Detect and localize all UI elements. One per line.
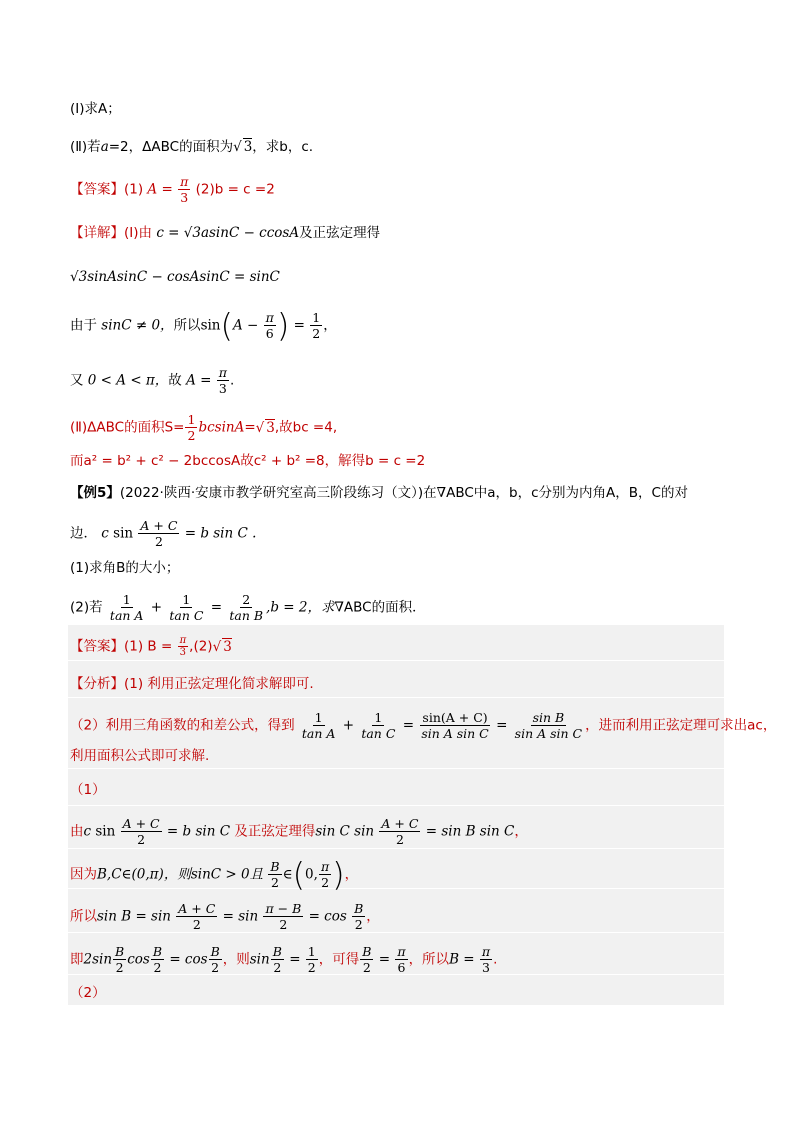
- question-text: ABC的面积．: [343, 599, 426, 616]
- equation: bcsinA=: [198, 419, 256, 436]
- text: ABC中a，b，c分别为内角A，B，C的对: [446, 485, 688, 501]
- fraction: $\frac{\pi}{3}$: [180, 174, 189, 205]
- question-part-1: [70, 100, 121, 118]
- inequality: 0 < A < π，: [87, 372, 169, 389]
- solution-line: 即2sin $\frac{B}{2}$ cos $\frac{B}{2}$ = cos $\frac{B}{2}$ ，则sin $\frac{B}{2}$ = $\frac{1}{2}$ ，可得 $\frac{B}{2}$ = $\frac{\pi}{6}$ ，所以B = $\frac{\pi}{3}$ .: [70, 944, 498, 975]
- detail-line: [70, 224, 380, 242]
- equation: sinC ≠ 0，: [101, 317, 174, 334]
- divider: [68, 768, 724, 769]
- detail-text: (Ⅰ)由: [124, 225, 153, 241]
- analysis-text: (1) 利用正弦定理化简求解即可.: [124, 676, 314, 692]
- divider: [68, 848, 724, 849]
- fraction: $\frac{B}{2}$: [354, 901, 364, 932]
- fraction: $\frac{B}{2}$: [152, 944, 163, 975]
- analysis-line: [70, 747, 209, 765]
- text: 因为: [70, 866, 97, 883]
- equation: 而a² = b² + c² − 2bccosA故c² + b² =8，解得b = c =2: [70, 453, 426, 469]
- divider: [68, 697, 724, 698]
- equation-line: (Ⅱ)ΔABC的面积S= $\frac{1}{2}$ bcsinA=√ 3,故bc =4,: [70, 412, 338, 443]
- text: (Ⅱ)ΔABC的面积S=: [70, 419, 185, 436]
- analysis-line: （2）利用三角函数的和差公式，得到 $\frac{1}{\text{tan A}}$ + $\frac{1}{\text{tan C}}$ = $\frac{\sin(A + C)}{\text{sin A sin C}}$ = $\frac{\text{sin B}}{\text{sin A sin C}}$ ，进而利用正弦定理可求出ac，: [70, 710, 777, 741]
- question-text: (1)求角B的大小；: [70, 560, 180, 576]
- fraction: $\frac{1}{2}$: [312, 310, 321, 341]
- text: 所以: [173, 317, 201, 334]
- text: 即: [70, 951, 84, 968]
- analysis-text: ，进而利用正弦定理可求出ac，: [585, 717, 777, 734]
- text: 又: [70, 372, 84, 389]
- fraction: $\frac{1}{\text{tan C}}$: [169, 592, 204, 623]
- text: 由于: [70, 317, 97, 334]
- fraction: $\frac{\pi}{6}$: [397, 944, 406, 975]
- fraction: $\frac{\pi}{2}$: [320, 859, 330, 890]
- question-text: ，求b，c.: [252, 139, 314, 155]
- example-question-1: [70, 559, 179, 577]
- divider: [68, 660, 724, 661]
- solution-line: 因为B,C∈(0,π)，则sinC > 0且 $\frac{B}{2}$ ∈(0, $\frac{\pi}{2}$ )，: [70, 855, 359, 894]
- detail-text: 及正弦定理得: [299, 225, 381, 241]
- fraction: $\frac{1}{2}$: [187, 412, 196, 443]
- question-text: =2，ΔABC的面积为: [108, 139, 234, 155]
- answer-line: 【答案】(1) A = $\frac{\pi}{3}$ (2)b = c =2: [70, 174, 275, 205]
- equation: B,C∈(0,π)，则sinC > 0且: [97, 866, 264, 883]
- fraction: $\frac{A + C}{2}$: [122, 816, 160, 847]
- equation-line: 又 0 < A < π，故 A = $\frac{\pi}{3}$ .: [70, 365, 235, 396]
- part-label: （2）: [70, 985, 106, 1001]
- equation-line: [70, 268, 280, 286]
- question-text: ,b = 2，求: [266, 599, 335, 616]
- fraction: $\frac{B}{2}$: [115, 944, 125, 975]
- answer-label: 【答案】: [70, 638, 124, 655]
- analysis-text: 利用面积公式即可求解.: [70, 748, 210, 764]
- question-text: (2)若: [70, 599, 103, 616]
- divider: [68, 932, 724, 933]
- text: 由: [70, 823, 84, 840]
- sqrt-value: 3: [243, 139, 253, 155]
- part-label: （1）: [70, 782, 106, 798]
- fraction: $\frac{\pi}{6}$: [265, 310, 274, 341]
- answer-text: (1) B =: [124, 638, 173, 655]
- example-answer: 【答案】(1) B = $\frac{\pi}{3}$ ,(2)√ 3: [70, 635, 232, 658]
- text: 故: [168, 372, 182, 389]
- equation-line: 由于 sinC ≠ 0，所以sin(A − $\frac{\pi}{6}$ ) = $\frac{1}{2}$ ，: [70, 306, 337, 345]
- equation-line: [70, 452, 425, 470]
- fraction: $\frac{2}{\text{tan B}}$: [229, 592, 264, 623]
- question-text: (Ⅰ)求A；: [70, 101, 121, 117]
- text: 在: [423, 485, 437, 501]
- fraction: $\frac{A + C}{2}$: [178, 901, 216, 932]
- fraction: $\frac{A + C}{2}$: [140, 518, 178, 549]
- example-label: 【例5】: [70, 485, 120, 501]
- text: ，则: [222, 951, 250, 968]
- fraction: $\frac{\sin(A + C)}{\text{sin A sin C}}$: [421, 710, 489, 741]
- fraction: $\frac{B}{2}$: [272, 944, 282, 975]
- detail-label: 【详解】: [70, 225, 124, 241]
- fraction: $\frac{1}{\text{tan C}}$: [361, 710, 396, 741]
- fraction: $\frac{\pi}{3}$: [179, 635, 187, 658]
- solution-line: 由c sin $\frac{A + C}{2}$ = b sin C 及正弦定理得sin C sin $\frac{A + C}{2}$ = sin B sin C，: [70, 816, 528, 847]
- fraction: $\frac{\pi - B}{2}$: [265, 901, 302, 932]
- answer-text: (2)b = c =2: [195, 181, 275, 198]
- answer-text: (1): [124, 181, 144, 198]
- equation: c = √3asinC − ccosA: [156, 225, 300, 241]
- equation: = b sin C .: [184, 525, 257, 542]
- text: ，所以: [408, 951, 450, 968]
- solution-part-label: [70, 781, 106, 799]
- example-source: (2022·陕西·安康市教学研究室高三阶段练习（文）): [119, 485, 424, 501]
- fraction: $\frac{\pi}{3}$: [218, 365, 227, 396]
- analysis-line: [70, 675, 314, 693]
- fraction: $\frac{1}{\text{tan A}}$: [109, 592, 144, 623]
- text: ，可得: [318, 951, 360, 968]
- fraction: $\frac{\pi}{3}$: [481, 944, 491, 975]
- equation: √3sinAsinC − cosAsinC = sinC: [70, 269, 280, 285]
- fraction: $\frac{B}{2}$: [270, 859, 280, 890]
- text: 所以: [70, 908, 97, 925]
- answer-label: 【答案】: [70, 181, 124, 198]
- fraction: $\frac{1}{\text{tan A}}$: [301, 710, 336, 741]
- example-heading: 【例5】(2022·陕西·安康市教学研究室高三阶段练习（文）)在∇ABC中a，b，c分别为内角A，B，C的对: [70, 485, 688, 501]
- text: 边．: [70, 525, 97, 542]
- question-part-2: (Ⅱ)若a=2，ΔABC的面积为√ 3，求b，c.: [70, 139, 314, 155]
- fraction: $\frac{B}{2}$: [362, 944, 372, 975]
- fraction: $\frac{1}{2}$: [307, 944, 316, 975]
- divider: [68, 805, 724, 806]
- math-var: a: [100, 139, 109, 155]
- answer-text: ,(2): [189, 638, 213, 655]
- text: ,故bc =4,: [274, 419, 338, 436]
- example-condition: 边． c sin $\frac{A + C}{2}$ = b sin C .: [70, 518, 257, 549]
- solution-line: 所以sin B = sin $\frac{A + C}{2}$ = sin $\frac{\pi - B}{2}$ = cos $\frac{B}{2}$ ，: [70, 901, 380, 932]
- fraction: $\frac{B}{2}$: [210, 944, 220, 975]
- solution-part-label: [70, 984, 106, 1002]
- analysis-label: 【分析】: [70, 676, 124, 692]
- example-question-2: (2)若 $\frac{1}{\text{tan A}}$ + $\frac{1}{\text{tan C}}$ = $\frac{2}{\text{tan B}}$ ,b = 2，求∇ABC的面积．: [70, 592, 426, 623]
- fraction: $\frac{\text{sin B}}{\text{sin A sin C}}$: [514, 710, 583, 741]
- analysis-text: （2）利用三角函数的和差公式，得到: [70, 717, 295, 734]
- text: 及正弦定理得: [234, 823, 316, 840]
- fraction: $\frac{A + C}{2}$: [381, 816, 419, 847]
- question-text: (Ⅱ)若: [70, 139, 101, 155]
